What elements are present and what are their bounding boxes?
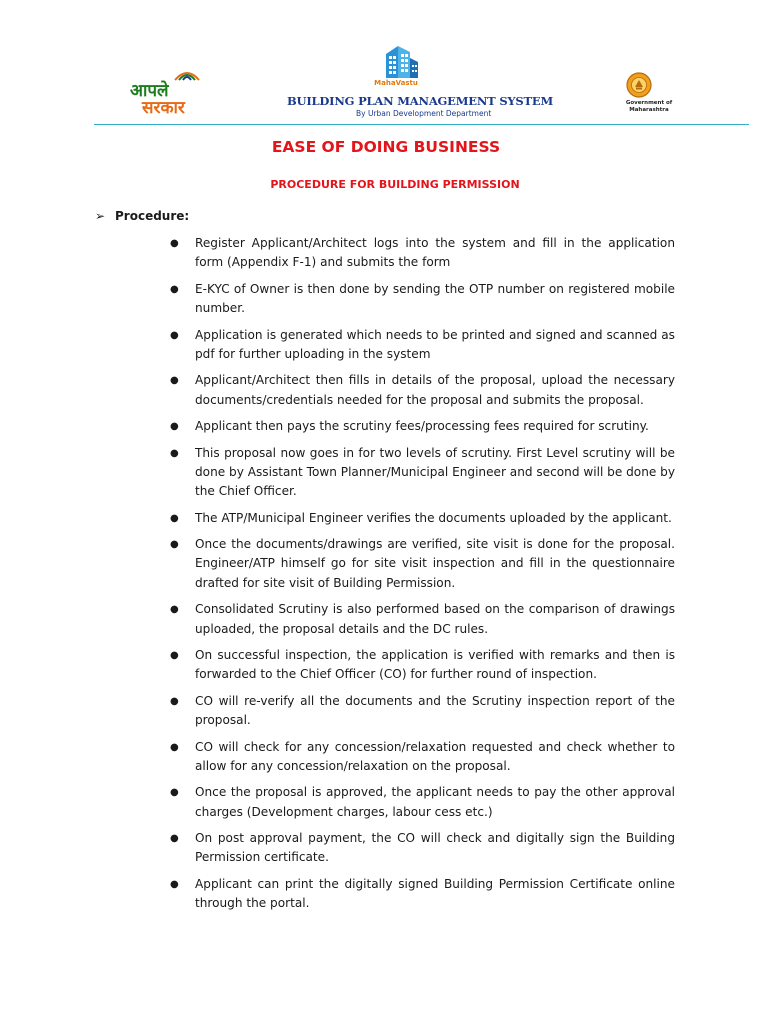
government-label xyxy=(618,100,680,114)
list-item-text: Consolidated Scrutiny is also performed based on the comparison of drawings uploaded, the proposal details and the DC rules. xyxy=(195,602,675,636)
list-item xyxy=(169,783,675,822)
list-item-text: On successful inspection, the application is verified with remarks and then is forwarded to the Chief Officer (CO) for further round of inspection. xyxy=(195,648,675,682)
list-item xyxy=(169,234,675,273)
list-item xyxy=(169,646,675,685)
bullet-icon: ● xyxy=(170,650,179,662)
government-seal-icon xyxy=(626,71,652,99)
bullet-icon: ● xyxy=(170,833,179,845)
bullet-icon: ● xyxy=(170,604,179,616)
list-item xyxy=(169,875,675,914)
list-item-text: This proposal now goes in for two levels of scrutiny. First Level scrutiny will be done by Assistant Town Planner/Municipal Engineer and second will be done by the Chief Officer. xyxy=(195,445,675,499)
procedure-heading xyxy=(95,209,189,223)
document-subtitle: PROCEDURE FOR BUILDING PERMISSION xyxy=(270,178,520,191)
list-item xyxy=(169,600,675,639)
bullet-icon: ● xyxy=(170,741,179,753)
list-item xyxy=(169,829,675,868)
logo-text-line2: सरकार xyxy=(142,98,185,118)
list-item xyxy=(169,326,675,365)
procedure-list xyxy=(169,234,675,921)
bullet-icon: ● xyxy=(170,512,179,524)
list-item-text: Application is generated which needs to be printed and signed and scanned as pdf for further uploading in the system xyxy=(195,327,675,361)
list-item-text: CO will check for any concession/relaxation requested and check whether to allow for any concession/relaxation on the proposal. xyxy=(195,739,675,773)
list-item-text: Once the documents/drawings are verified, site visit is done for the proposal. Engineer/ATP himself go for site visit inspection and fill in the questionnaire drafted for site visit of Building Permission. xyxy=(195,537,675,590)
government-label-line2: Maharashtra xyxy=(629,107,669,113)
bullet-icon: ● xyxy=(170,878,179,890)
document-title: EASE OF DOING BUSINESS xyxy=(271,138,501,156)
list-item xyxy=(169,692,675,731)
logo-text-line1: आपले xyxy=(130,81,169,101)
list-item-text: On post approval payment, the CO will check and digitally sign the Building Permission certificate. xyxy=(195,831,675,865)
list-item xyxy=(169,371,675,410)
system-subtitle: By Urban Development Department xyxy=(356,109,492,118)
list-item xyxy=(169,444,675,502)
header-divider xyxy=(94,124,749,125)
list-item-text: Applicant/Architect then fills in details of the proposal, upload the necessary documents/credentials needed for the proposal and submits the proposal. xyxy=(195,373,675,407)
bullet-icon: ● xyxy=(170,787,179,799)
bullet-icon: ● xyxy=(170,283,179,295)
building-icon xyxy=(380,44,422,78)
bullet-icon: ● xyxy=(170,421,179,433)
list-item-text: Applicant then pays the scrutiny fees/processing fees required for scrutiny. xyxy=(195,419,649,434)
bullet-icon: ● xyxy=(170,329,179,341)
list-item xyxy=(169,535,675,593)
procedure-heading-text: Procedure: xyxy=(115,209,190,223)
list-item-text: Register Applicant/Architect logs into the system and fill in the application form (Appendix F-1) and submits the form xyxy=(195,236,675,270)
list-item-text: CO will re-verify all the documents and the Scrutiny inspection report of the proposal. xyxy=(195,693,675,728)
government-label-line1: Government of xyxy=(625,100,673,106)
page-header xyxy=(0,0,768,124)
bullet-icon: ● xyxy=(170,695,179,707)
bullet-icon: ● xyxy=(170,238,179,249)
list-item-text: Once the proposal is approved, the applicant needs to pay the other approval charges (Development charges, labour cess etc.) xyxy=(195,785,675,819)
bullet-icon: ● xyxy=(170,539,179,551)
system-title: BUILDING PLAN MANAGEMENT SYSTEM xyxy=(287,94,553,108)
arrow-bullet-icon: ➢ xyxy=(95,209,106,223)
list-item-text: E-KYC of Owner is then done by sending the OTP number on registered mobile number. xyxy=(195,281,675,316)
list-item xyxy=(169,509,675,528)
bullet-icon: ● xyxy=(170,375,179,387)
mahavastu-label: MahaVastu xyxy=(374,79,418,87)
list-item xyxy=(169,280,675,319)
list-item-text: Applicant can print the digitally signed Building Permission Certificate online through the portal. xyxy=(195,876,675,911)
bullet-icon: ● xyxy=(170,447,179,459)
list-item xyxy=(169,417,675,436)
list-item xyxy=(169,738,675,777)
list-item-text: The ATP/Municipal Engineer verifies the documents uploaded by the applicant. xyxy=(195,510,672,525)
